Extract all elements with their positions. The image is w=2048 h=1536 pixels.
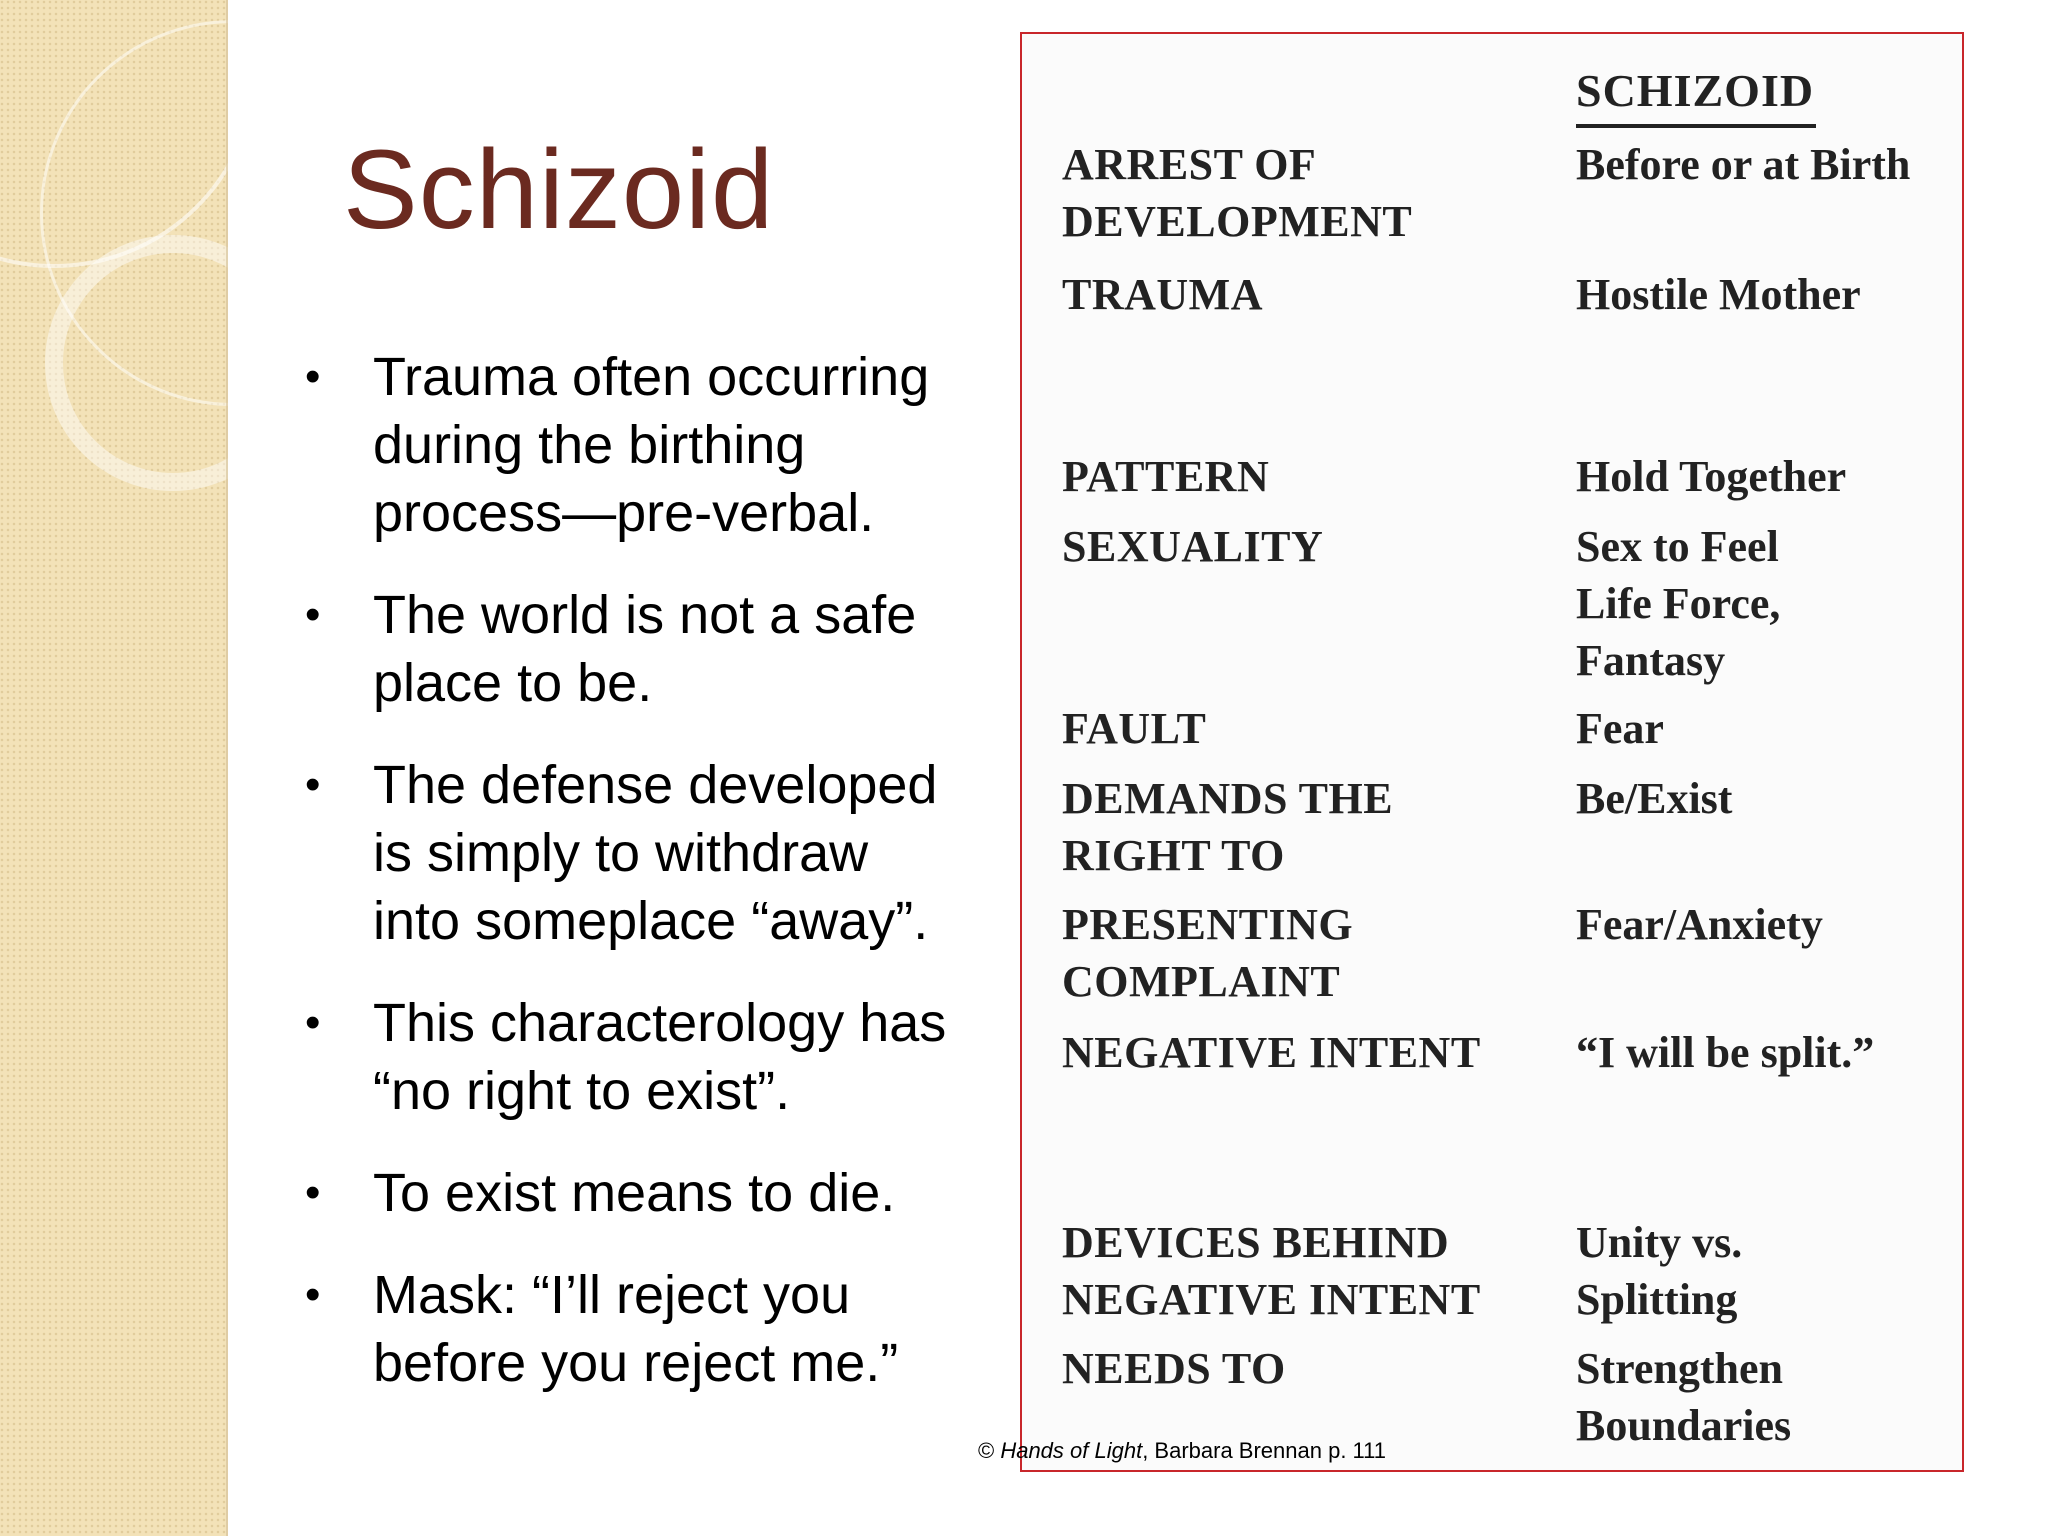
bullet-dot: • xyxy=(305,760,321,809)
row-label: PATTERN xyxy=(1062,452,1270,501)
bullet-item xyxy=(305,1159,965,1227)
row-value: Unity vs. Splitting xyxy=(1576,1218,1743,1324)
citation-caption xyxy=(978,1438,1386,1464)
row-value: Sex to Feel Life Force, Fantasy xyxy=(1576,522,1781,685)
bullet-text: The world is not a safe place to be. xyxy=(373,585,917,713)
bullet-item xyxy=(305,989,965,1125)
row-label: TRAUMA xyxy=(1062,270,1263,319)
caption-suffix: , Barbara Brennan p. 111 xyxy=(1142,1438,1386,1463)
row-label: NEEDS TO xyxy=(1062,1344,1286,1393)
row-value: Fear xyxy=(1576,704,1664,753)
slide-title: Schizoid xyxy=(343,127,775,252)
row-value: Hostile Mother xyxy=(1576,270,1861,319)
caption-prefix: © xyxy=(978,1438,1001,1463)
bullet-item xyxy=(305,751,965,955)
row-value: Hold Together xyxy=(1576,452,1847,501)
row-value: Be/Exist xyxy=(1576,774,1733,823)
row-label: ARREST OF DEVELOPMENT xyxy=(1062,140,1413,246)
bullet-item xyxy=(305,1261,965,1397)
row-label: DEVICES BEHIND NEGATIVE INTENT xyxy=(1062,1218,1481,1324)
bullet-text: Mask: “I’ll reject you before you reject me.” xyxy=(373,1265,899,1393)
bullet-text: This characterology has “no right to exist”. xyxy=(373,993,947,1121)
bullet-text: Trauma often occurring during the birthing process—pre-verbal. xyxy=(373,347,930,543)
bullet-dot: • xyxy=(305,590,321,639)
row-value: Fear/Anxiety xyxy=(1576,900,1823,949)
row-label: SEXUALITY xyxy=(1062,522,1324,571)
row-label: FAULT xyxy=(1062,704,1207,753)
bullet-dot: • xyxy=(305,352,321,401)
caption-book-title: Hands of Light xyxy=(1000,1438,1143,1463)
bullet-item xyxy=(305,343,965,547)
bullet-dot: • xyxy=(305,998,321,1047)
row-value: Strengthen Boundaries xyxy=(1576,1344,1792,1450)
row-label: PRESENTING COMPLAINT xyxy=(1062,900,1354,1006)
bullet-list xyxy=(305,343,965,1431)
bullet-dot: • xyxy=(305,1168,321,1217)
row-value: Before or at Birth xyxy=(1576,140,1911,189)
row-label: DEMANDS THE RIGHT TO xyxy=(1062,774,1394,880)
bullet-dot: • xyxy=(305,1270,321,1319)
scanned-table-figure xyxy=(1020,32,1964,1472)
bullet-item xyxy=(305,581,965,717)
row-label: NEGATIVE INTENT xyxy=(1062,1028,1481,1077)
bullet-text: To exist means to die. xyxy=(373,1163,896,1223)
header-underline xyxy=(1576,124,1816,128)
bullet-text: The defense developed is simply to withdraw into someplace “away”. xyxy=(373,755,938,951)
row-value: “I will be split.” xyxy=(1576,1028,1875,1077)
decorative-sidebar xyxy=(0,0,228,1536)
column-header: SCHIZOID xyxy=(1576,65,1815,116)
